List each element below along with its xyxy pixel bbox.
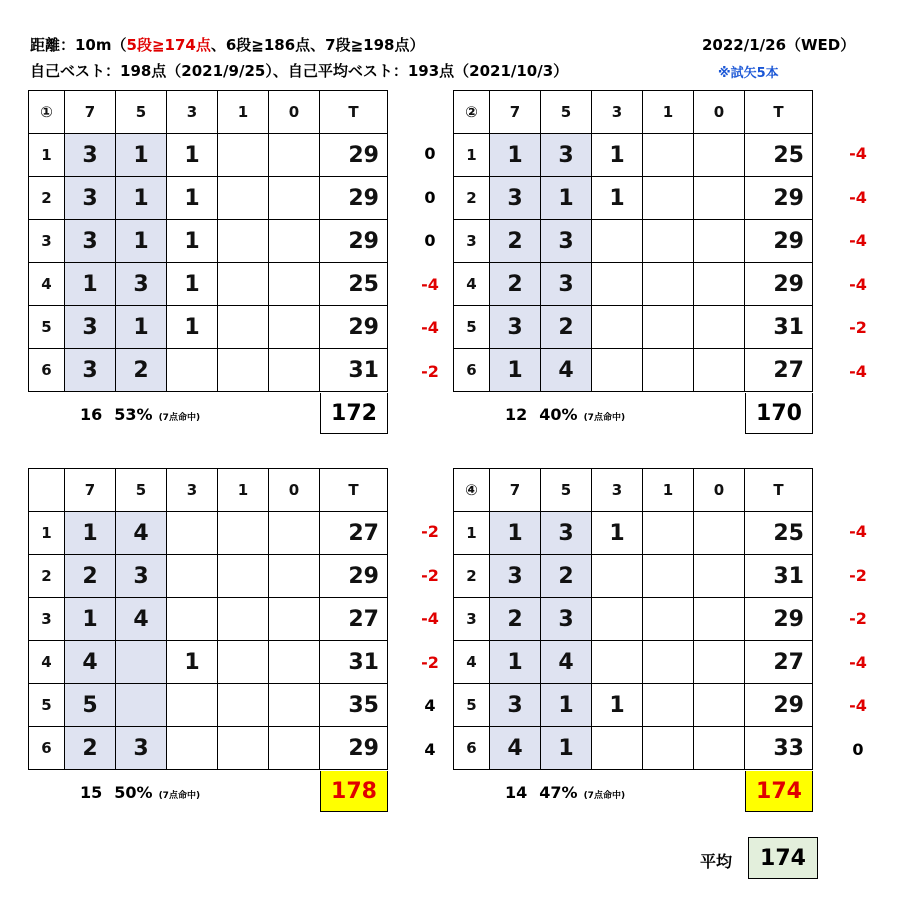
diff-value: -4 <box>849 144 867 163</box>
round-total: 29 <box>745 684 813 727</box>
table-row <box>454 220 813 263</box>
count-c7: 3 <box>65 134 116 177</box>
table-row <box>454 684 813 727</box>
count-c5: 3 <box>541 512 592 555</box>
count-c0 <box>269 177 320 220</box>
count-c7: 1 <box>65 598 116 641</box>
count-c7: 2 <box>490 263 541 306</box>
count-c1 <box>218 177 269 220</box>
hit-count: 14 <box>505 783 528 802</box>
trial-arrows-note: ※試矢5本 <box>718 66 779 81</box>
count-c0 <box>269 220 320 263</box>
count-c0 <box>269 555 320 598</box>
count-c5: 4 <box>116 512 167 555</box>
count-c5: 2 <box>541 306 592 349</box>
round-number: 5 <box>454 684 490 727</box>
score-table <box>453 90 813 392</box>
count-c7: 5 <box>65 684 116 727</box>
table-row <box>454 177 813 220</box>
set-total: 170 <box>745 393 813 434</box>
count-c0 <box>694 134 745 177</box>
count-c7: 2 <box>65 727 116 770</box>
count-c7: 4 <box>490 727 541 770</box>
hit-summary <box>80 783 200 802</box>
count-c3: 1 <box>167 220 218 263</box>
count-c3 <box>592 349 643 392</box>
table-label: ② <box>454 91 490 134</box>
count-c1 <box>218 220 269 263</box>
count-c3: 1 <box>592 134 643 177</box>
table-label: ① <box>29 91 65 134</box>
diff-value: -2 <box>849 565 867 585</box>
round-total: 31 <box>320 641 388 684</box>
count-c5: 1 <box>116 220 167 263</box>
count-c0 <box>694 263 745 306</box>
round-number: 5 <box>29 306 65 349</box>
count-c1 <box>643 684 694 727</box>
count-c7: 2 <box>490 598 541 641</box>
count-c3: 1 <box>167 306 218 349</box>
score-table <box>28 468 388 770</box>
count-c1 <box>218 306 269 349</box>
round-number: 3 <box>29 220 65 263</box>
count-c3 <box>592 727 643 770</box>
set-total: 174 <box>745 771 813 812</box>
table-row <box>29 641 388 684</box>
hit-note: (7点命中) <box>158 413 201 423</box>
column-header: 1 <box>643 91 694 134</box>
diff-value: 0 <box>424 144 436 163</box>
set-total: 178 <box>320 771 388 812</box>
count-c1 <box>643 306 694 349</box>
count-c3 <box>592 641 643 684</box>
average-value: 174 <box>748 837 818 879</box>
round-total: 25 <box>745 134 813 177</box>
column-header: 0 <box>269 469 320 512</box>
column-header: 7 <box>65 91 116 134</box>
round-number: 2 <box>454 177 490 220</box>
table-row <box>454 349 813 392</box>
column-header: 1 <box>643 469 694 512</box>
count-c7: 2 <box>490 220 541 263</box>
count-c0 <box>269 349 320 392</box>
diff-value: -2 <box>849 318 867 337</box>
count-c0 <box>694 684 745 727</box>
average-label: 平均 <box>700 852 733 871</box>
table-label: ④ <box>454 469 490 512</box>
count-c7: 2 <box>65 555 116 598</box>
count-c1 <box>218 684 269 727</box>
hit-summary <box>505 405 625 424</box>
count-c3 <box>167 727 218 770</box>
column-header: 5 <box>541 91 592 134</box>
count-c3: 1 <box>592 177 643 220</box>
column-header: 7 <box>490 91 541 134</box>
count-c0 <box>269 598 320 641</box>
count-c7: 3 <box>65 349 116 392</box>
count-c3 <box>167 555 218 598</box>
diff-value: -2 <box>421 565 439 585</box>
round-total: 29 <box>745 598 813 641</box>
table-row <box>29 220 388 263</box>
column-header: 5 <box>116 91 167 134</box>
count-c5 <box>116 684 167 727</box>
distance-text: 距離：10m（ <box>30 36 127 54</box>
count-c3 <box>592 598 643 641</box>
count-c7: 3 <box>65 306 116 349</box>
table-row <box>29 598 388 641</box>
table-row <box>454 641 813 684</box>
count-c5: 3 <box>116 727 167 770</box>
count-c7: 3 <box>490 555 541 598</box>
round-total: 29 <box>745 177 813 220</box>
count-c0 <box>269 727 320 770</box>
column-header: 3 <box>167 91 218 134</box>
table-row <box>454 598 813 641</box>
diff-value: -2 <box>421 522 439 541</box>
round-total: 27 <box>745 641 813 684</box>
round-total: 35 <box>320 684 388 727</box>
count-c0 <box>269 684 320 727</box>
hit-summary <box>80 405 200 424</box>
count-c5: 1 <box>541 684 592 727</box>
column-header: T <box>320 469 388 512</box>
column-header: 7 <box>490 469 541 512</box>
hit-count: 12 <box>505 405 528 424</box>
hit-note: (7点命中) <box>583 413 626 423</box>
round-number: 4 <box>29 263 65 306</box>
hit-summary <box>505 783 625 802</box>
count-c7: 3 <box>65 220 116 263</box>
column-header: 0 <box>694 469 745 512</box>
date-label: 2022/1/26（WED） <box>702 36 856 54</box>
table-label <box>29 469 65 512</box>
count-c0 <box>694 177 745 220</box>
count-c7: 3 <box>490 177 541 220</box>
count-c1 <box>643 512 694 555</box>
round-number: 6 <box>29 349 65 392</box>
round-total: 31 <box>745 306 813 349</box>
round-total: 29 <box>320 555 388 598</box>
round-number: 4 <box>454 641 490 684</box>
count-c5: 3 <box>541 598 592 641</box>
score-table <box>453 468 813 770</box>
diff-value: -4 <box>849 231 867 250</box>
diff-value: 0 <box>852 739 864 759</box>
round-number: 5 <box>29 684 65 727</box>
round-number: 1 <box>454 134 490 177</box>
count-c1 <box>643 134 694 177</box>
best-line: 自己ベスト：198点（2021/9/25）、自己平均ベスト：193点（2021/10/3） <box>30 62 569 80</box>
count-c5: 3 <box>541 134 592 177</box>
count-c1 <box>218 349 269 392</box>
count-c0 <box>269 306 320 349</box>
score-table <box>28 90 388 392</box>
table-row <box>29 177 388 220</box>
diff-value: 0 <box>424 231 436 250</box>
count-c3: 1 <box>167 263 218 306</box>
diff-value: -2 <box>421 652 439 672</box>
round-total: 27 <box>320 598 388 641</box>
round-number: 5 <box>454 306 490 349</box>
diff-value: -4 <box>849 652 867 672</box>
round-total: 29 <box>745 220 813 263</box>
round-total: 29 <box>320 220 388 263</box>
count-c7: 1 <box>490 134 541 177</box>
diff-value: 4 <box>424 696 436 715</box>
count-c7: 1 <box>490 349 541 392</box>
hit-note: (7点命中) <box>583 791 626 801</box>
table-row <box>29 512 388 555</box>
table-row <box>29 134 388 177</box>
count-c7: 3 <box>490 684 541 727</box>
hit-count: 16 <box>80 405 103 424</box>
count-c5: 4 <box>541 641 592 684</box>
diff-value: -4 <box>421 318 439 337</box>
count-c0 <box>694 349 745 392</box>
count-c1 <box>643 598 694 641</box>
round-number: 1 <box>29 512 65 555</box>
count-c3: 1 <box>592 684 643 727</box>
count-c1 <box>218 598 269 641</box>
count-c5: 1 <box>116 177 167 220</box>
hit-percent: 40% <box>539 405 578 424</box>
count-c7: 1 <box>65 512 116 555</box>
column-header: 7 <box>65 469 116 512</box>
column-header: 3 <box>592 469 643 512</box>
table-row <box>454 512 813 555</box>
count-c1 <box>643 177 694 220</box>
count-c7: 1 <box>490 512 541 555</box>
table-row <box>454 306 813 349</box>
round-number: 6 <box>454 349 490 392</box>
count-c0 <box>694 306 745 349</box>
count-c1 <box>218 555 269 598</box>
table-row <box>454 263 813 306</box>
round-number: 1 <box>29 134 65 177</box>
count-c5: 1 <box>116 134 167 177</box>
count-c5: 2 <box>116 349 167 392</box>
diff-value: -2 <box>849 609 867 628</box>
round-total: 33 <box>745 727 813 770</box>
round-number: 2 <box>29 555 65 598</box>
round-number: 2 <box>29 177 65 220</box>
count-c7: 1 <box>490 641 541 684</box>
count-c5: 3 <box>541 263 592 306</box>
count-c1 <box>218 134 269 177</box>
count-c0 <box>694 220 745 263</box>
hit-percent: 47% <box>539 783 578 802</box>
count-c5: 4 <box>116 598 167 641</box>
count-c3: 1 <box>167 134 218 177</box>
count-c7: 3 <box>490 306 541 349</box>
column-header: T <box>745 91 813 134</box>
column-header: 3 <box>167 469 218 512</box>
round-total: 29 <box>320 727 388 770</box>
diff-value: 0 <box>424 187 436 207</box>
count-c7: 3 <box>65 177 116 220</box>
grade-rest-text: 、6段≧186点、7段≧198点） <box>210 36 425 54</box>
round-total: 29 <box>745 263 813 306</box>
count-c3: 1 <box>167 641 218 684</box>
count-c1 <box>218 263 269 306</box>
diff-value: -4 <box>849 696 867 715</box>
round-total: 25 <box>320 263 388 306</box>
round-number: 1 <box>454 512 490 555</box>
round-number: 4 <box>29 641 65 684</box>
hit-count: 15 <box>80 783 103 802</box>
count-c1 <box>218 641 269 684</box>
table-row <box>29 555 388 598</box>
count-c5: 1 <box>541 177 592 220</box>
count-c3 <box>167 512 218 555</box>
hit-percent: 50% <box>114 783 153 802</box>
count-c1 <box>643 555 694 598</box>
column-header: 1 <box>218 469 269 512</box>
count-c5: 1 <box>116 306 167 349</box>
count-c1 <box>643 220 694 263</box>
column-header: T <box>745 469 813 512</box>
table-row <box>454 555 813 598</box>
column-header: 5 <box>541 469 592 512</box>
round-total: 29 <box>320 134 388 177</box>
diff-value: -4 <box>421 274 439 294</box>
count-c3 <box>592 220 643 263</box>
count-c1 <box>218 727 269 770</box>
hit-note: (7点命中) <box>158 791 201 801</box>
round-number: 2 <box>454 555 490 598</box>
count-c3 <box>167 598 218 641</box>
round-number: 4 <box>454 263 490 306</box>
diff-value: -4 <box>849 522 867 541</box>
set-total: 172 <box>320 393 388 434</box>
table-row <box>454 134 813 177</box>
round-total: 31 <box>745 555 813 598</box>
diff-value: -4 <box>421 609 439 628</box>
table-row <box>454 727 813 770</box>
table-row <box>29 349 388 392</box>
table-row <box>29 684 388 727</box>
table-row <box>29 306 388 349</box>
count-c3 <box>167 349 218 392</box>
round-total: 29 <box>320 177 388 220</box>
round-total: 27 <box>745 349 813 392</box>
column-header: 0 <box>269 91 320 134</box>
count-c7: 4 <box>65 641 116 684</box>
count-c0 <box>694 598 745 641</box>
column-header: T <box>320 91 388 134</box>
round-total: 31 <box>320 349 388 392</box>
count-c5: 2 <box>541 555 592 598</box>
column-header: 1 <box>218 91 269 134</box>
round-total: 25 <box>745 512 813 555</box>
count-c3 <box>592 306 643 349</box>
round-number: 6 <box>454 727 490 770</box>
count-c3 <box>592 555 643 598</box>
count-c0 <box>694 727 745 770</box>
count-c0 <box>694 555 745 598</box>
diff-value: -4 <box>849 187 867 207</box>
count-c5: 3 <box>116 263 167 306</box>
count-c5: 4 <box>541 349 592 392</box>
hit-percent: 53% <box>114 405 153 424</box>
round-total: 29 <box>320 306 388 349</box>
count-c1 <box>643 727 694 770</box>
diff-value: -4 <box>849 274 867 294</box>
count-c3 <box>592 263 643 306</box>
count-c5: 3 <box>541 220 592 263</box>
count-c1 <box>218 512 269 555</box>
count-c0 <box>694 512 745 555</box>
count-c5: 3 <box>116 555 167 598</box>
count-c0 <box>269 263 320 306</box>
count-c5: 1 <box>541 727 592 770</box>
count-c1 <box>643 641 694 684</box>
column-header: 5 <box>116 469 167 512</box>
distance-line <box>30 34 424 55</box>
count-c0 <box>694 641 745 684</box>
count-c0 <box>269 512 320 555</box>
round-number: 3 <box>454 220 490 263</box>
count-c3: 1 <box>592 512 643 555</box>
count-c1 <box>643 349 694 392</box>
round-number: 6 <box>29 727 65 770</box>
diff-value: 4 <box>424 739 436 759</box>
diff-value: -2 <box>421 361 439 381</box>
column-header: 0 <box>694 91 745 134</box>
column-header: 3 <box>592 91 643 134</box>
count-c3 <box>167 684 218 727</box>
round-number: 3 <box>29 598 65 641</box>
count-c0 <box>269 641 320 684</box>
count-c3: 1 <box>167 177 218 220</box>
count-c1 <box>643 263 694 306</box>
table-row <box>29 727 388 770</box>
table-row <box>29 263 388 306</box>
count-c5 <box>116 641 167 684</box>
diff-value: -4 <box>849 361 867 381</box>
count-c7: 1 <box>65 263 116 306</box>
round-number: 3 <box>454 598 490 641</box>
grade5-text: 5段≧174点 <box>126 36 211 54</box>
round-total: 27 <box>320 512 388 555</box>
count-c0 <box>269 134 320 177</box>
